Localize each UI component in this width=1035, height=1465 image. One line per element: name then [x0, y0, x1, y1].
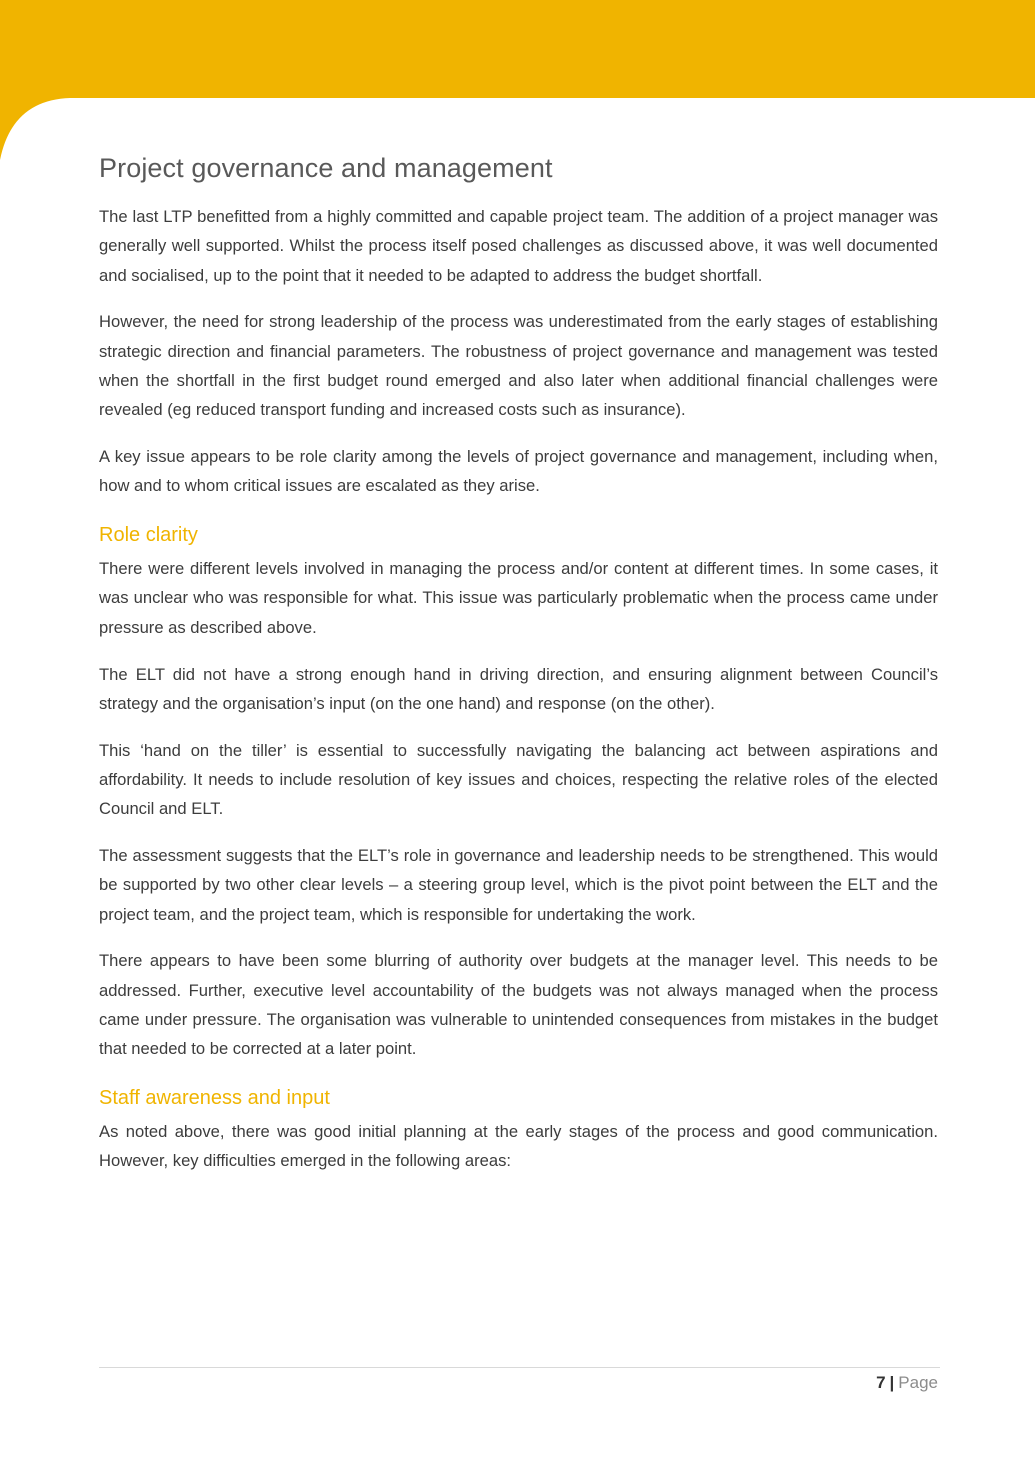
staff-awareness-paragraph-1: As noted above, there was good initial planning at the early stages of the process and good communication. However, key difficulties emerged in the following areas:	[99, 1122, 938, 1171]
role-clarity-paragraph-4: The assessment suggests that the ELT’s role in governance and leadership needs to be strengthened. This would be supported by two other clear levels – a steering group level, which is the pivot point between the ELT and the project team, and the project team, which is responsible for undertaking the work.	[99, 846, 938, 924]
staff-awareness-heading: Staff awareness and input	[99, 1087, 330, 1110]
header-curve-shape	[0, 0, 1035, 160]
page-content	[99, 146, 938, 1193]
header-band	[0, 0, 1035, 160]
footer-separator: |	[889, 1373, 895, 1392]
role-clarity-heading: Role clarity	[99, 524, 198, 547]
intro-paragraph-1: The last LTP benefitted from a highly committed and capable project team. The addition of a project manager was generally well supported. Whilst the process itself posed challenges as discussed above, it was well documented and socialised, up to the point that it needed to be adapted to address the budget shortfall.	[99, 207, 938, 285]
intro-paragraph-2: However, the need for strong leadership of the process was underestimated from the early stages of establishing strategic direction and financial parameters. The robustness of project governance and management was tested when the shortfall in the first budget round emerged and also later when additional financial challenges were revealed (eg reduced transport funding and increased costs such as insurance).	[99, 312, 938, 420]
role-clarity-paragraph-1: There were different levels involved in managing the process and/or content at different times. In some cases, it was unclear who was responsible for what. This issue was particularly problematic when the process came under pressure as described above.	[99, 559, 938, 637]
role-clarity-paragraph-3: This ‘hand on the tiller’ is essential to successfully navigating the balancing act between aspirations and affordability. It needs to include resolution of key issues and choices, respecting the relative roles of the elected Council and ELT.	[99, 740, 938, 819]
page-footer	[876, 1371, 938, 1395]
page-number: 7	[876, 1373, 886, 1392]
intro-paragraph-3: A key issue appears to be role clarity among the levels of project governance and management, including when, how and to whom critical issues are escalated as they arise.	[99, 447, 938, 496]
page-title: Project governance and management	[99, 153, 553, 183]
page-label: Page	[898, 1373, 938, 1392]
footer-divider	[99, 1367, 940, 1368]
role-clarity-paragraph-2: The ELT did not have a strong enough hand in driving direction, and ensuring alignment between Council’s strategy and the organisation’s input (on the one hand) and response (on the other).	[99, 664, 938, 713]
role-clarity-paragraph-5: There appears to have been some blurring of authority over budgets at the manager level. This needs to be addressed. Further, executive level accountability of the budgets was not always managed when the process came under pressure. The organisation was vulnerable to unintended consequences from mistakes in the budget that needed to be corrected at a later point.	[99, 951, 938, 1059]
